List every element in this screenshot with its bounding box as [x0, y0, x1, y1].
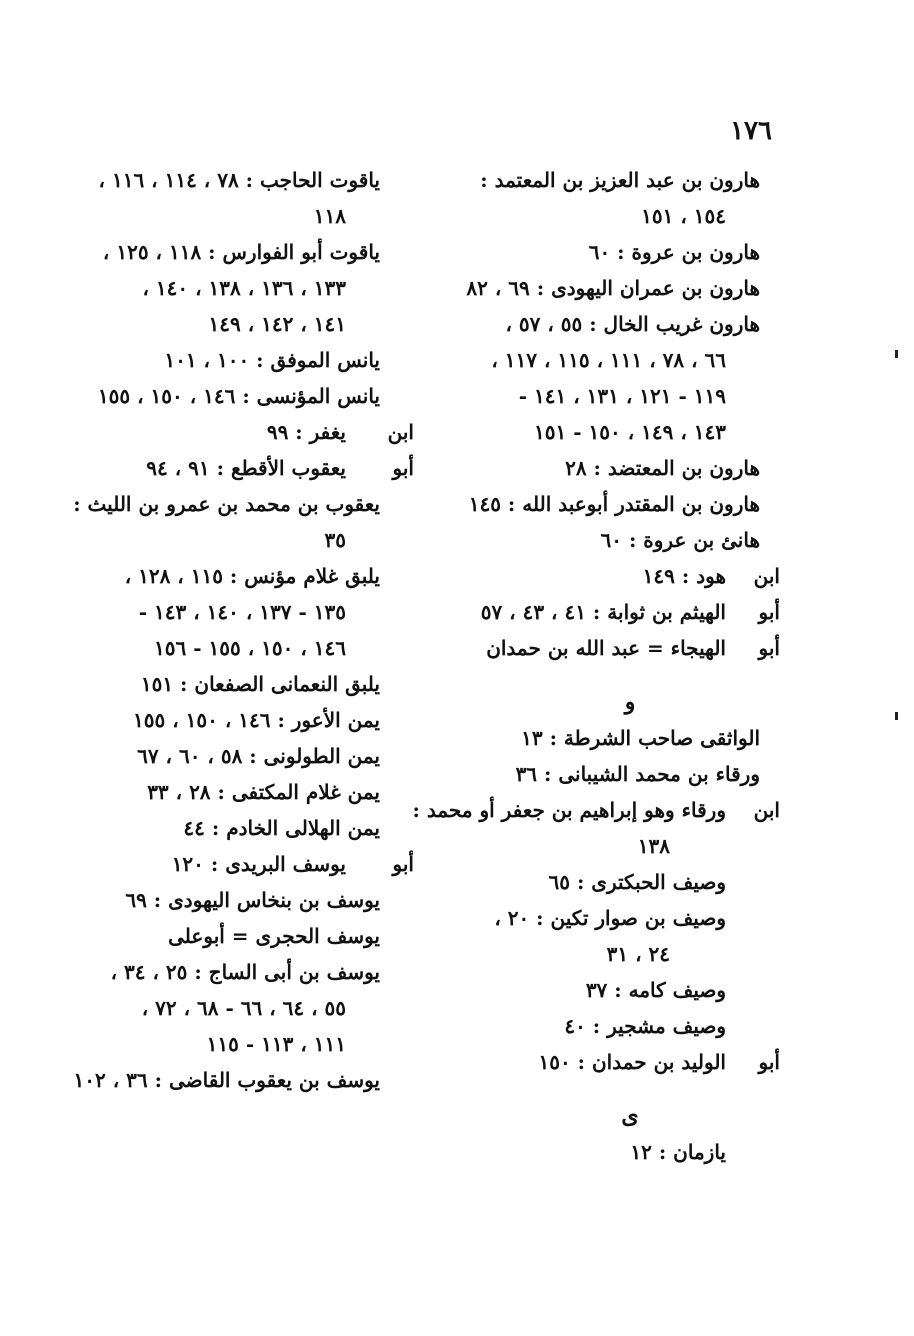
entry-text: يلبق غلام مؤنس : ١١٥ ، ١٢٨ ،: [124, 564, 380, 588]
entry-text: هارون بن المعتضد : ٢٨: [565, 456, 760, 480]
entry-text: هارون بن عروة : ٦٠: [588, 240, 760, 264]
entry-text: ورقاء وهو إبراهيم بن جعفر أو محمد :: [412, 798, 726, 822]
index-entry: [40, 882, 380, 918]
index-entry: [40, 1026, 380, 1062]
entry-prefix: أبو: [392, 456, 414, 480]
section-gap: [420, 1080, 760, 1098]
index-entry: [40, 666, 380, 702]
entry-text: يغفر : ٩٩: [266, 420, 346, 444]
entry-text: يعقوب الأقطع : ٩١ ، ٩٤: [146, 456, 346, 480]
entry-prefix: أبو: [758, 600, 780, 624]
entry-text: هارون بن عبد العزيز بن المعتمد :: [480, 168, 760, 192]
index-entry: [420, 558, 780, 594]
entry-prefix: أبو: [758, 636, 780, 660]
index-entry: [420, 306, 760, 342]
section-letter: ى: [621, 1103, 639, 1129]
entry-text: ياقوت الحاجب : ٧٨ ، ١١٤ ، ١١٦ ،: [98, 168, 380, 192]
index-entry: [40, 270, 380, 306]
entry-text: هارون بن المقتدر أبوعبد الله : ١٤٥: [468, 492, 760, 516]
entry-text: يوسف الحجرى = أبوعلى: [168, 924, 380, 948]
entry-text: هود : ١٤٩: [642, 564, 726, 588]
index-entry: [420, 198, 760, 234]
index-entry: [40, 702, 380, 738]
index-entry: [420, 162, 760, 198]
index-entry: [420, 900, 760, 936]
section-gap: [420, 666, 760, 684]
margin-mark: [895, 712, 898, 720]
index-entry: [40, 738, 380, 774]
entry-text: يمن الهلالى الخادم : ٤٤: [183, 816, 380, 840]
entry-prefix: أبو: [392, 852, 414, 876]
entry-prefix: ابن: [753, 798, 780, 822]
entry-text: الهيثم بن ثوابة : ٤١ ، ٤٣ ، ٥٧: [480, 600, 726, 624]
index-entry: [40, 342, 380, 378]
entry-text: ١٣٥ - ١٣٧ ، ١٤٠ ، ١٤٣ -: [138, 600, 346, 624]
index-entry: [420, 828, 760, 864]
index-entry: [40, 486, 380, 522]
entry-text: ورقاء بن محمد الشيبانى : ٣٦: [515, 762, 760, 786]
index-entry: [420, 972, 760, 1008]
entry-text: ١٣٨: [637, 834, 670, 858]
entry-text: ١٣٣ ، ١٣٦ ، ١٣٨ ، ١٤٠ ،: [142, 276, 346, 300]
entry-text: وصيف مشجير : ٤٠: [564, 1014, 726, 1038]
index-entry: [420, 1134, 760, 1170]
entry-text: الواثقى صاحب الشرطة : ١٣: [521, 726, 760, 750]
entry-text: يوسف بن بنخاس اليهودى : ٦٩: [125, 888, 380, 912]
index-entry: [40, 522, 380, 558]
entry-text: يوسف بن أبى الساج : ٢٥ ، ٣٤ ،: [110, 960, 380, 984]
entry-text: الهيجاء = عبد الله بن حمدان: [486, 636, 726, 660]
index-entry: [40, 162, 380, 198]
entry-text: ٦٦ ، ٧٨ ، ١١١ ، ١١٥ ، ١١٧ ،: [491, 348, 726, 372]
entry-text: يعقوب بن محمد بن عمرو بن الليث :: [73, 492, 380, 516]
entry-text: يوسف البريدى : ١٢٠: [171, 852, 346, 876]
index-entry: [40, 450, 414, 486]
index-entry: [420, 414, 760, 450]
entry-text: هارون غريب الخال : ٥٥ ، ٥٧ ،: [505, 312, 760, 336]
entry-text: ١١٩ - ١٢١ ، ١٣١ ، ١٤١ -: [518, 384, 726, 408]
entry-text: الوليد بن حمدان : ١٥٠: [538, 1050, 726, 1074]
index-entry: [420, 234, 760, 270]
index-entry: [40, 378, 380, 414]
entry-prefix: ابن: [753, 564, 780, 588]
entry-text: هارون بن عمران اليهودى : ٦٩ ، ٨٢: [466, 276, 760, 300]
index-entry: [412, 792, 780, 828]
index-entry: [420, 1044, 780, 1080]
entry-prefix: ابن: [387, 420, 414, 444]
entry-text: هانئ بن عروة : ٦٠: [600, 528, 760, 552]
entry-text: يانس الموفق : ١٠٠ ، ١٠١: [164, 348, 380, 372]
entry-text: يلبق النعمانى الصفعان : ١٥١: [140, 672, 380, 696]
entry-text: ١١١ ، ١١٣ - ١١٥: [206, 1032, 346, 1056]
entry-text: وصيف كامه : ٣٧: [585, 978, 726, 1002]
entry-text: ١٤٣ ، ١٤٩ ، ١٥٠ - ١٥١: [534, 420, 726, 444]
index-entry: [40, 414, 414, 450]
index-entry: [420, 342, 760, 378]
margin-mark: [895, 350, 898, 358]
entry-text: يمن الطولونى : ٥٨ ، ٦٠ ، ٦٧: [137, 744, 380, 768]
entry-text: ٥٥ ، ٦٤ ، ٦٦ - ٦٨ ، ٧٢ ،: [141, 996, 346, 1020]
index-entry: [40, 954, 380, 990]
index-entry: [420, 1008, 760, 1044]
index-entry: [420, 936, 760, 972]
entry-text: يازمان : ١٢: [630, 1140, 726, 1164]
index-entry: [420, 720, 760, 756]
entry-text: وصيف بن صوار تكين : ٢٠ ،: [494, 906, 726, 930]
entry-text: ٣٥: [324, 528, 346, 552]
page-number: ١٧٦: [730, 116, 772, 146]
index-entry: [40, 306, 380, 342]
index-entry: [40, 990, 380, 1026]
entry-text: يوسف بن يعقوب القاضى : ٣٦ ، ١٠٢: [73, 1068, 380, 1092]
index-column-left: [40, 162, 414, 1098]
entry-text: ١٤٦ ، ١٥٠ ، ١٥٥ - ١٥٦: [154, 636, 346, 660]
section-letter: و: [624, 689, 636, 715]
index-entry: [420, 378, 760, 414]
index-entry: [420, 486, 760, 522]
index-entry: [40, 846, 414, 882]
entry-prefix: أبو: [758, 1050, 780, 1074]
index-entry: [40, 234, 380, 270]
index-entry: [40, 630, 380, 666]
entry-text: وصيف الحبكترى : ٦٥: [548, 870, 726, 894]
index-entry: [420, 630, 780, 666]
index-entry: [40, 774, 380, 810]
entry-text: يانس المؤنسى : ١٤٦ ، ١٥٠ ، ١٥٥: [97, 384, 380, 408]
index-entry: [420, 450, 760, 486]
index-entry: [40, 558, 380, 594]
index-column-right: [412, 162, 780, 1170]
entry-text: يمن غلام المكتفى : ٢٨ ، ٣٣: [147, 780, 380, 804]
entry-text: ١٤١ ، ١٤٢ ، ١٤٩: [208, 312, 346, 336]
index-entry: [420, 756, 760, 792]
entry-text: ١١٨: [313, 204, 346, 228]
entry-text: ياقوت أبو الفوارس : ١١٨ ، ١٢٥ ،: [102, 240, 380, 264]
index-entry: [40, 1062, 380, 1098]
entry-text: يمن الأعور : ١٤٦ ، ١٥٠ ، ١٥٥: [133, 708, 380, 732]
index-entry: [420, 864, 760, 900]
index-entry: [420, 522, 760, 558]
index-entry: [420, 594, 780, 630]
entry-text: ١٥٤ ، ١٥١: [641, 204, 726, 228]
index-entry: [40, 594, 380, 630]
index-entry: [40, 810, 380, 846]
index-entry: [40, 198, 380, 234]
index-entry: [40, 918, 380, 954]
index-entry: [420, 270, 760, 306]
entry-text: ٢٤ ، ٣١: [606, 942, 670, 966]
